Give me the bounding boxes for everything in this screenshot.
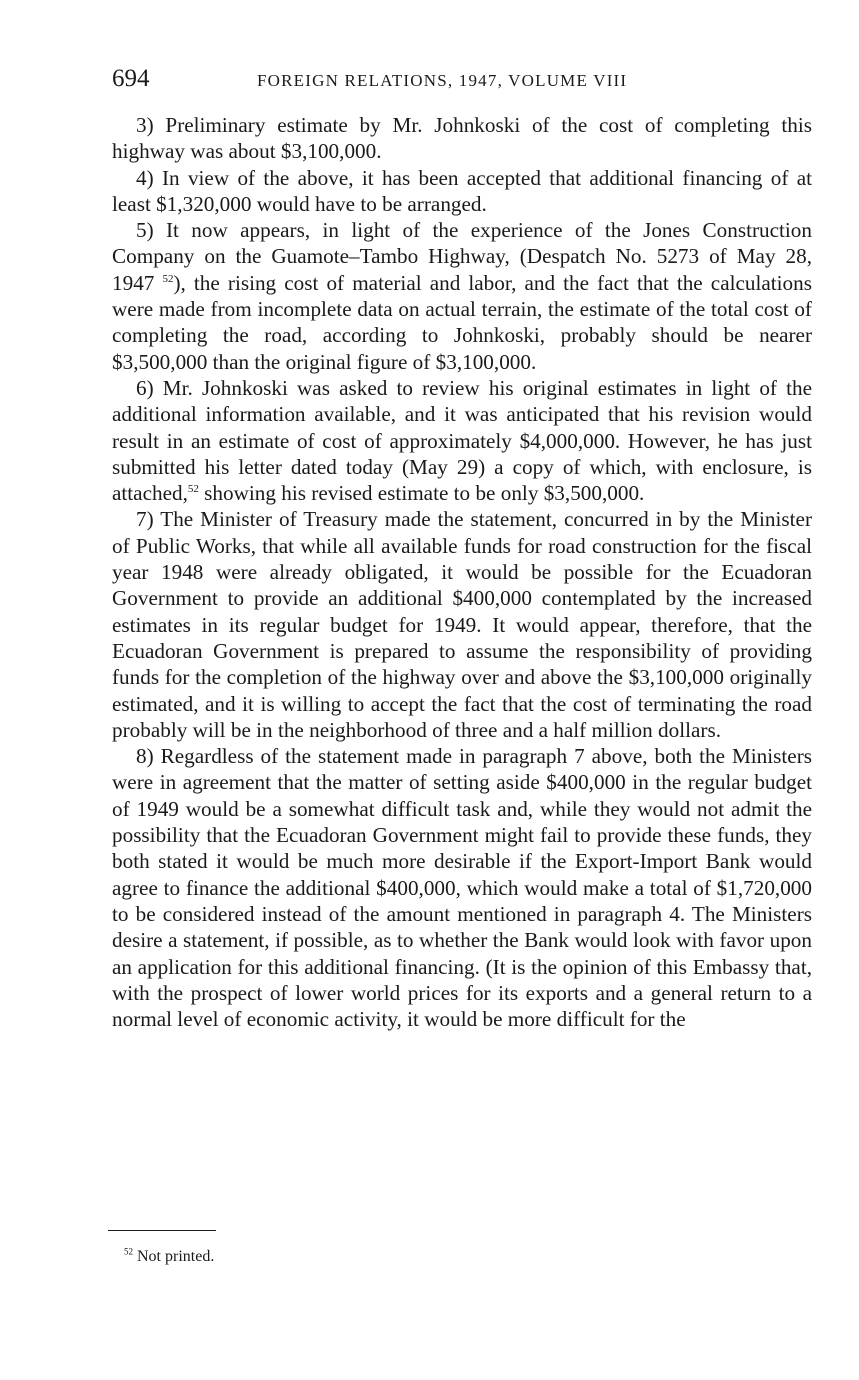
paragraph-6-text-a: 6) Mr. Johnkoski was asked to review his original estimates in light of the additional information available, and it was anticipated that his revision would result in an estimate of cost of approximately $4,000,000. However, he has just submitted his letter dated today (May 29) a copy of which, with enclosure, is attached, (112, 375, 812, 506)
footnote (124, 1247, 214, 1267)
footnote-divider (108, 1230, 216, 1231)
footnote-reference: 52 (187, 483, 199, 496)
running-head: FOREIGN RELATIONS, 1947, VOLUME VIII (257, 71, 628, 90)
paragraph-5 (112, 217, 812, 375)
paragraph-5-text-b: ), the rising cost of material and labor, and the fact that the calculations were made from incomplete data on actual terrain, the estimate of the total cost of completing the road, according to Johnkoski, probably should be nearer $3,500,000 than the original figure of $3,100,000. (112, 270, 812, 374)
page-number: 694 (112, 65, 150, 92)
paragraph-6 (112, 375, 812, 506)
footnote-reference: 52 (162, 272, 174, 285)
paragraph-6-text-b: showing his revised estimate to be only $3,500,000. (198, 481, 645, 506)
page-header (112, 64, 812, 96)
paragraph-7: 7) The Minister of Treasury made the statement, concurred in by the Minister of Public Works, that while all available funds for road construction for the fiscal year 1948 were already obligated, it would be possible for the Ecuadoran Government to provide an additional $400,000 contemplated by the increased estimates in its regular budget for 1949. It would appear, therefore, that the Ecuadoran Government is prepared to assume the responsibility of providing funds for the completion of the highway over and above the $3,100,000 originally estimated, and it is willing to accept the fact that the cost of terminating the road probably will be in the neighborhood of three and a half million dollars. (112, 507, 812, 742)
paragraph-4: 4) In view of the above, it has been accepted that additional financing of at least $1,320,000 would have to be arranged. (112, 165, 812, 216)
paragraph-3: 3) Preliminary estimate by Mr. Johnkoski of the cost of completing this highway was about $3,100,000. (112, 113, 812, 164)
paragraph-8: 8) Regardless of the statement made in paragraph 7 above, both the Ministers were in agreement that the matter of setting aside $400,000 in the regular budget of 1949 would be a somewhat difficult task and, while they would not admit the possibility that the Ecuadoran Government might fail to provide these funds, they both stated it would be much more desirable if the Export-Import Bank would agree to finance the additional $400,000, which would make a total of $1,720,000 to be considered instead of the amount mentioned in paragraph 4. The Ministers desire a statement, if possible, as to whether the Bank would look with favor upon an application for this additional financing. (It is the opinion of this Embassy that, with the prospect of lower world prices for its exports and a general return to a normal level of economic activity, it would be more difficult for the (112, 744, 812, 1032)
footnote-text: Not printed. (133, 1248, 215, 1265)
paragraph-5-text-a: 5) It now appears, in light of the experience of the Jones Construction Company on the Guamote–Tambo Highway, (Despatch No. 5273 of May 28, 1947 (112, 218, 812, 295)
body-text (112, 112, 812, 1032)
footnote-mark: 52 (124, 1246, 133, 1257)
